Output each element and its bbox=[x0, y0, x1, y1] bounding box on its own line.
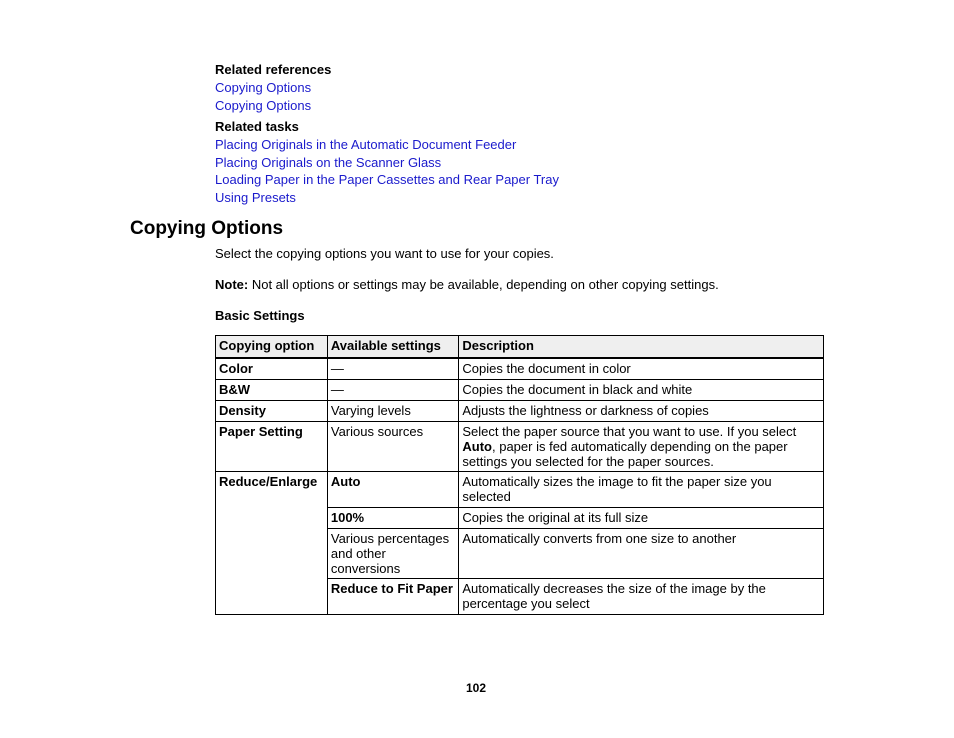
table-header-row bbox=[216, 336, 824, 359]
related-references-heading: Related references bbox=[215, 62, 332, 77]
note-text: Not all options or settings may be available, depending on other copying settings. bbox=[248, 277, 719, 292]
header-description: Description bbox=[459, 336, 824, 359]
page-number: 102 bbox=[466, 681, 487, 695]
description-text: , paper is fed automatically depending on the paper settings you selected for the paper sources. bbox=[462, 439, 788, 469]
description-cell: Adjusts the lightness or darkness of copies bbox=[459, 401, 824, 422]
link-copying-options-1[interactable]: Copying Options bbox=[215, 80, 312, 95]
link-using-presets[interactable]: Using Presets bbox=[215, 190, 296, 205]
copying-options-table bbox=[215, 335, 824, 615]
table-row bbox=[216, 358, 824, 380]
table-row bbox=[216, 472, 824, 508]
table-row bbox=[216, 401, 824, 422]
description-cell: Copies the document in color bbox=[459, 358, 824, 380]
option-cell: B&W bbox=[216, 380, 328, 401]
setting-cell: Varying levels bbox=[327, 401, 459, 422]
option-cell: Density bbox=[216, 401, 328, 422]
setting-cell: Reduce to Fit Paper bbox=[327, 579, 459, 615]
link-placing-originals-glass[interactable]: Placing Originals on the Scanner Glass bbox=[215, 155, 442, 170]
link-placing-originals-adf[interactable]: Placing Originals in the Automatic Document Feeder bbox=[215, 137, 517, 152]
setting-cell: Auto bbox=[327, 472, 459, 508]
note-label: Note: bbox=[215, 277, 249, 292]
table-row bbox=[216, 422, 824, 472]
setting-cell: — bbox=[327, 380, 459, 401]
intro-text: Select the copying options you want to use for your copies. bbox=[215, 246, 554, 261]
description-bold-text: Auto bbox=[462, 439, 492, 454]
setting-cell: Various sources bbox=[327, 422, 459, 472]
setting-cell: — bbox=[327, 358, 459, 380]
header-available-settings: Available settings bbox=[327, 336, 459, 359]
description-cell: Copies the original at its full size bbox=[459, 508, 824, 529]
setting-cell: 100% bbox=[327, 508, 459, 529]
description-cell: Automatically sizes the image to fit the paper size you selected bbox=[459, 472, 824, 508]
option-cell: Reduce/Enlarge bbox=[216, 472, 328, 615]
basic-settings-heading: Basic Settings bbox=[215, 308, 305, 323]
description-cell: Copies the document in black and white bbox=[459, 380, 824, 401]
link-copying-options-2[interactable]: Copying Options bbox=[215, 98, 312, 113]
link-loading-paper[interactable]: Loading Paper in the Paper Cassettes and Rear Paper Tray bbox=[215, 172, 559, 187]
setting-cell: Various percentages and other conversions bbox=[327, 529, 459, 579]
description-text: Select the paper source that you want to use. If you select bbox=[462, 424, 797, 439]
table-row bbox=[216, 380, 824, 401]
description-cell: Automatically converts from one size to another bbox=[459, 529, 824, 579]
note-paragraph bbox=[215, 277, 719, 292]
related-tasks-heading: Related tasks bbox=[215, 119, 299, 134]
header-copying-option: Copying option bbox=[216, 336, 328, 359]
section-title: Copying Options bbox=[130, 218, 284, 239]
description-cell: Automatically decreases the size of the image by the percentage you select bbox=[459, 579, 824, 615]
description-cell bbox=[459, 422, 824, 472]
option-cell: Paper Setting bbox=[216, 422, 328, 472]
option-cell: Color bbox=[216, 358, 328, 380]
